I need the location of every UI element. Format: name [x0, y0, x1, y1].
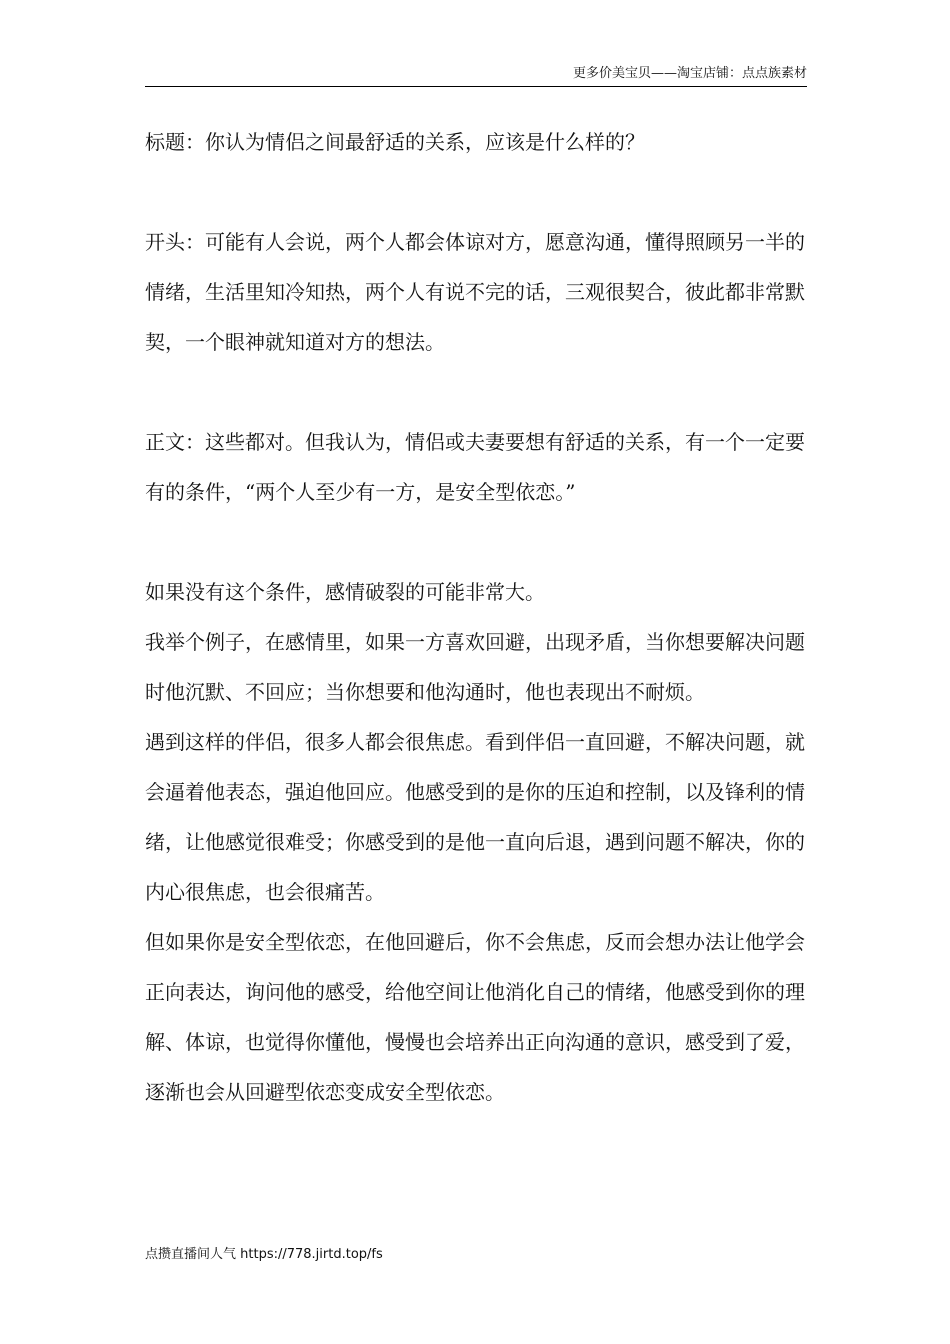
body-paragraph: 但如果你是安全型依恋，在他回避后，你不会焦虑，反而会想办法让他学会正向表达，询问他的感受，给他空间让他消化自己的情绪，他感受到你的理解、体谅，也觉得你懂他，慢慢也会培养出正向沟通的意识，感受到了爱，逐渐也会从回避型依恋变成安全型依恋。 — [145, 930, 805, 1104]
body-intro-paragraph: 正文：这些都对。但我认为，情侣或夫妻要想有舒适的关系，有一个一定要有的条件，“两个人至少有一方，是安全型依恋。” — [145, 430, 805, 504]
page-header — [145, 64, 807, 87]
blank-line — [145, 167, 810, 217]
blank-line — [145, 367, 810, 417]
blank-line — [145, 517, 810, 567]
body-paragraph: 如果没有这个条件，感情破裂的可能非常大。 — [145, 580, 545, 604]
header-text: 更多价美宝贝——淘宝店铺：点点族素材 — [572, 66, 807, 81]
document-body — [145, 117, 810, 1117]
article-title: 标题：你认为情侣之间最舒适的关系，应该是什么样的？ — [145, 130, 645, 154]
page-footer: 点攒直播间人气 https://778.jirtd.top/fs — [145, 1247, 383, 1262]
body-paragraph: 我举个例子，在感情里，如果一方喜欢回避，出现矛盾，当你想要解决问题时他沉默、不回应；当你想要和他沟通时，他也表现出不耐烦。 — [145, 630, 805, 704]
opening-paragraph: 开头：可能有人会说，两个人都会体谅对方，愿意沟通，懂得照顾另一半的情绪，生活里知冷知热，两个人有说不完的话，三观很契合，彼此都非常默契，一个眼神就知道对方的想法。 — [145, 230, 805, 354]
body-paragraph: 遇到这样的伴侣，很多人都会很焦虑。看到伴侣一直回避，不解决问题，就会逼着他表态，强迫他回应。他感受到的是你的压迫和控制，以及锋利的情绪，让他感觉很难受；你感受到的是他一直向后退，遇到问题不解决，你的内心很焦虑，也会很痛苦。 — [145, 730, 805, 904]
